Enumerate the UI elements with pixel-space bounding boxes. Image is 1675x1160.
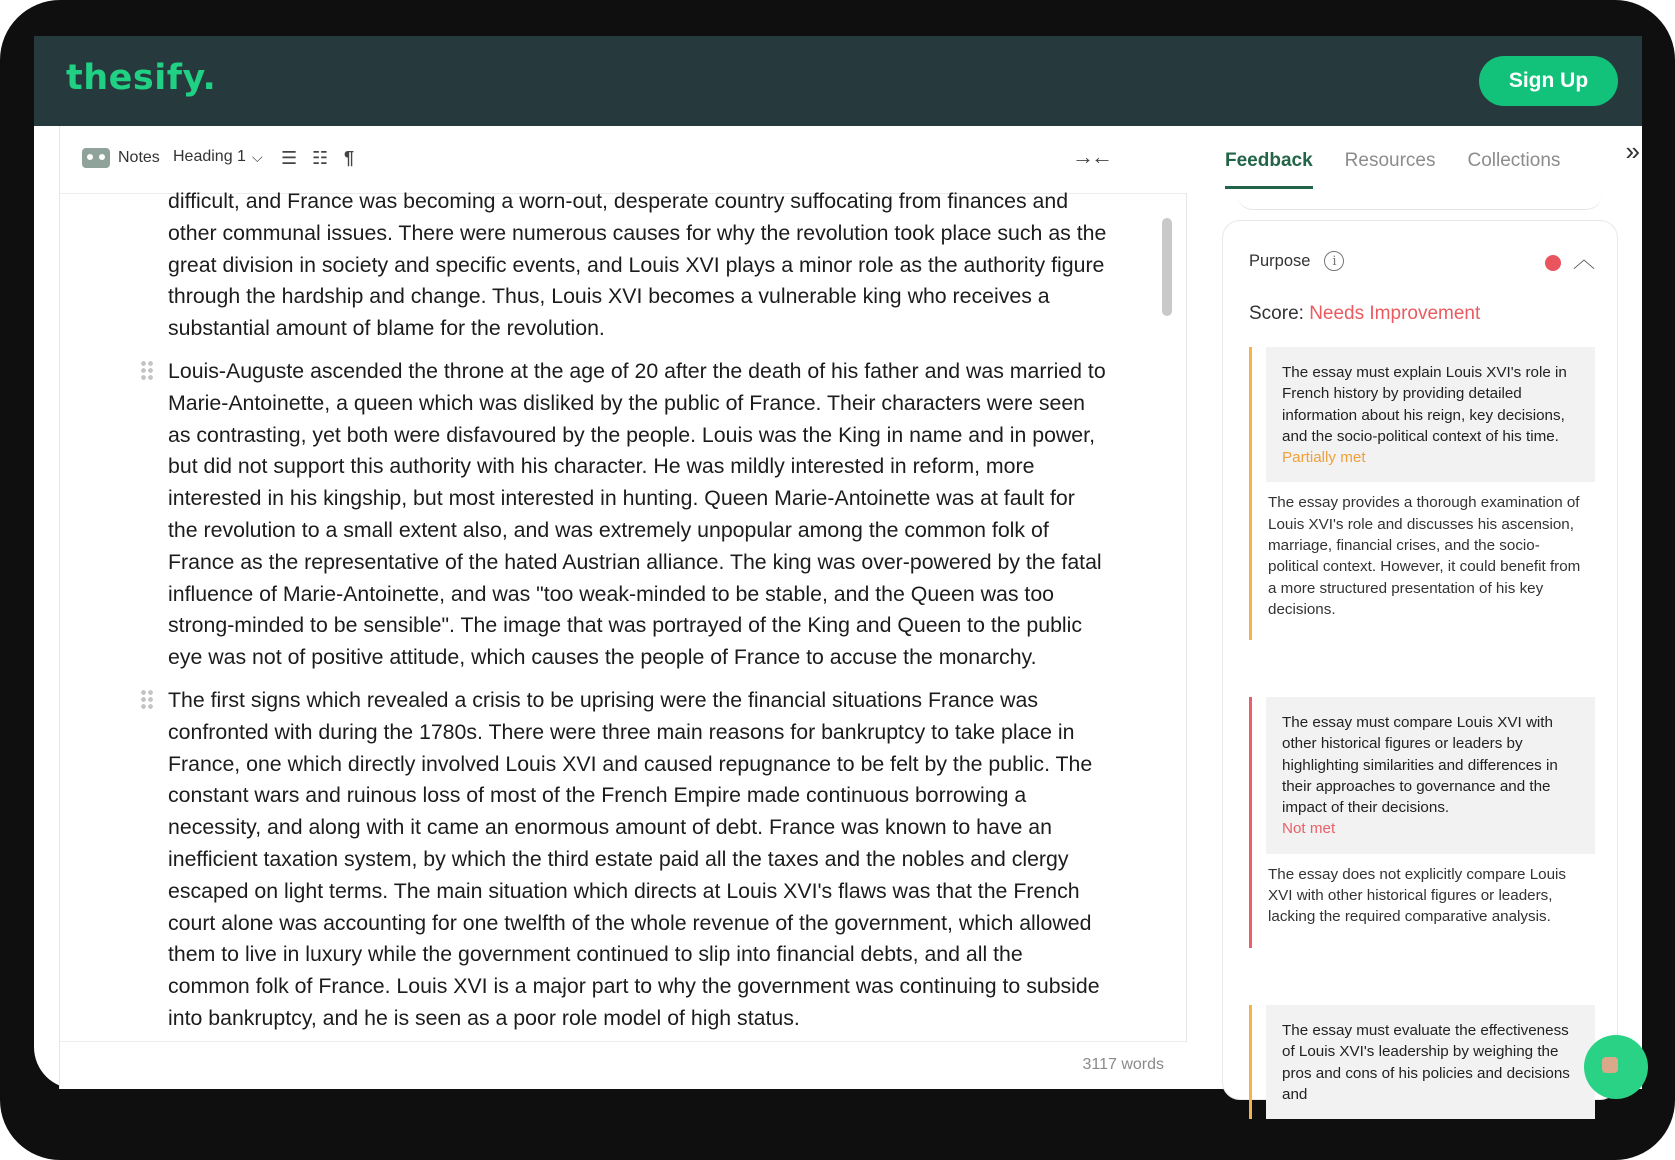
paragraph[interactable] [60, 356, 1170, 674]
criterion-item [1249, 697, 1595, 948]
notes-label: Notes [118, 149, 160, 166]
paragraph-icon[interactable]: ¶ [344, 148, 355, 168]
sign-up-button[interactable]: Sign Up [1479, 56, 1618, 106]
chevron-up-icon[interactable]: ︿ [1572, 247, 1595, 272]
app-screen [34, 36, 1642, 1103]
score-value: Needs Improvement [1309, 303, 1481, 324]
notes-button[interactable] [82, 148, 160, 168]
tab-feedback[interactable]: Feedback [1225, 150, 1313, 189]
drag-handle-icon[interactable] [140, 360, 154, 382]
criterion-item [1249, 1005, 1595, 1119]
editor-panel [59, 126, 1187, 1089]
previous-card-edge [1237, 194, 1602, 210]
criterion-feedback: The essay provides a thorough examination of Louis XVI's role and discusses his ascension, marriage, financial crises, and the socio-political context. However, it could benefit from a more structured presentation of his key decisions. [1268, 494, 1581, 618]
assistant-button[interactable] [1584, 1035, 1648, 1099]
numbered-list-icon[interactable]: ☷ [312, 148, 329, 168]
score-line [1249, 303, 1480, 325]
heading-dropdown[interactable] [173, 148, 263, 166]
editor-footer [60, 1041, 1188, 1089]
purpose-header [1249, 251, 1344, 271]
feedback-panel [1187, 126, 1642, 1103]
thesify-logo[interactable]: thesify. [66, 58, 217, 98]
paragraph[interactable] [60, 186, 1170, 345]
criterion-text: The essay must compare Louis XVI with other historical figures or leaders by highlighting similarities and differences in their approaches to governance and the impact of their decisions. [1282, 714, 1558, 817]
tab-collections[interactable]: Collections [1467, 150, 1561, 171]
score-label: Score: [1249, 303, 1310, 324]
criterion-box [1266, 697, 1595, 854]
purpose-label: Purpose [1249, 251, 1311, 270]
paragraph-text: Louis-Auguste ascended the throne at the age of 20 after the death of his father and was married to Marie-Antoinette, a queen which was disliked by the public of France. Their characters were seen as contrasting, yet both were disfavoured by the people. Louis was the King in name and in power, but did not support this authority with his character. He was mildly interested in reform, more interested in his kingship, but most interested in hunting. Queen Marie-Antoinette was at fault for the revolution to a small extent also, and was extremely unpopular among the common folk of France as the representative of the hated Austrian alliance. The king was over-powered by the fatal influence of Marie-Antoinette, and was "too weak-minded to be stable, and the Queen was too strong-minded to be sensible". The image that was portrayed of the King and Queen to the public eye was not of positive attitude, which causes the people of France to accuse the monarchy. [168, 358, 1106, 670]
word-count: 3117 words [1082, 1056, 1164, 1073]
panel-tabs [1225, 150, 1592, 189]
info-icon[interactable]: i [1324, 251, 1344, 271]
collapse-arrows-icon[interactable]: →← [1072, 144, 1110, 169]
editor-scrollbar[interactable] [1162, 218, 1172, 316]
document-content[interactable] [60, 189, 1170, 1040]
paragraph-text: difficult, and France was becoming a worn-out, desperate country suffocating from finances and other communal issues. There were numerous causes for why the revolution took place such as the great division in society and specific events, and Louis XVI plays a minor role as the authority figure through the hardship and change. Thus, Louis XVI becomes a vulnerable king who receives a substantial amount of blame for the revolution. [168, 189, 1107, 341]
paragraph-text: The first signs which revealed a crisis to be uprising were the financial situations France was confronted with during the 1780s. There were three main reasons for bankruptcy to take place in France, one which directly involved Louis XVI and caused repugnance to be felt by the public. The constant wars and ruinous loss of most of the French Empire made continuous borrowing a necessity, and along with it came an enormous amount of debt. France was known to have an inefficient taxation system, by which the third estate paid all the taxes and the nobles and clergy escaped on light terms. The main situation which directs at Louis XVI's flaws was that the French court alone was accounting for one twelfth of the whole revenue of the government, which allowed them to live in luxury while the government continued to slip into financial debts, and all the common folk of France. Louis XVI is a major part to why the government was continuing to subside into bankruptcy, and he is seen as a poor role model of high status. [168, 687, 1100, 1030]
criterion-text: The essay must evaluate the effectiveness of Louis XVI's leadership by weighing the pros and cons of his policies and decisions and [1282, 1022, 1570, 1103]
criterion-item [1249, 347, 1595, 640]
heading-label: Heading 1 [173, 148, 246, 165]
tab-resources[interactable]: Resources [1344, 150, 1436, 171]
criterion-status: Not met [1282, 820, 1336, 838]
criterion-text: The essay must explain Louis XVI's role in French history by providing detailed information about his reign, key decisions, and the socio-political context of his time. [1282, 364, 1567, 445]
chevron-down-icon: ⌵ [251, 148, 263, 165]
status-dot [1545, 255, 1561, 271]
criterion-box [1266, 1005, 1595, 1119]
editor-toolbar [60, 126, 1188, 194]
bullet-list-icon[interactable]: ☰ [281, 148, 298, 168]
purpose-card [1222, 220, 1618, 1103]
expand-panel-icon[interactable]: » [1625, 136, 1634, 166]
top-bar [34, 36, 1642, 126]
drag-handle-icon[interactable] [140, 689, 154, 711]
criterion-feedback: The essay does not explicitly compare Louis XVI with other historical figures or leaders, lacking the required comparative analysis. [1268, 865, 1566, 926]
paragraph[interactable] [60, 685, 1170, 1035]
criterion-box [1266, 347, 1595, 482]
notes-cat-icon [82, 148, 110, 168]
criterion-status: Partially met [1282, 449, 1366, 467]
